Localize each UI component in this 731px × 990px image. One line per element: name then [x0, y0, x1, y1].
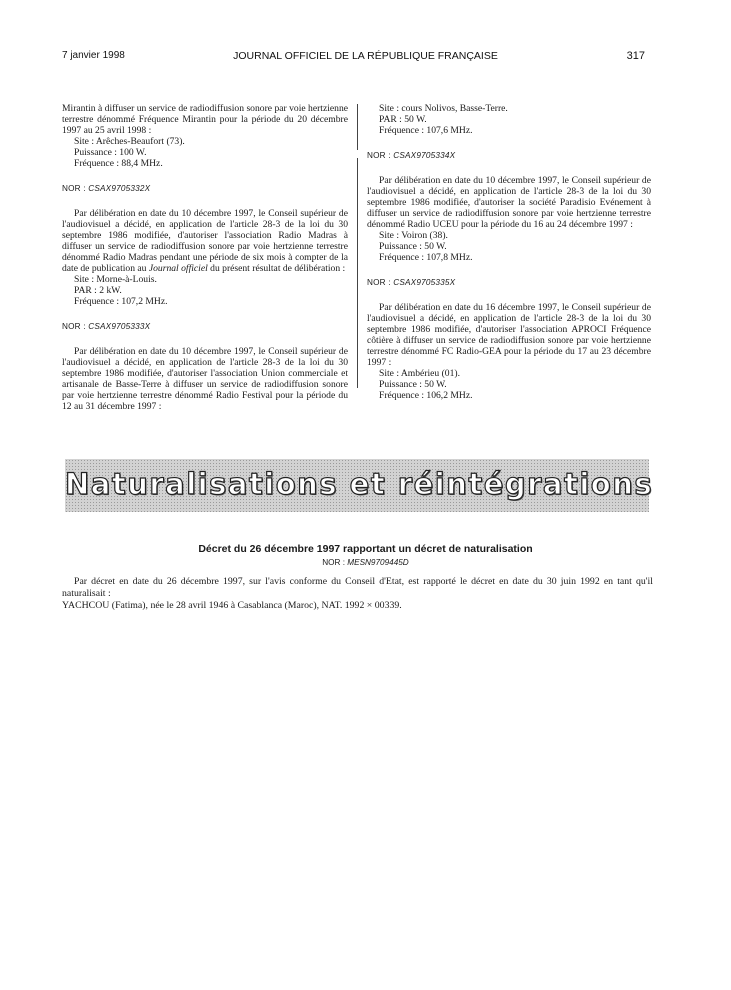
right-column [367, 103, 651, 401]
frequency-line: Fréquence : 107,8 MHz. [379, 252, 473, 263]
nor-code: CSAX9705333X [88, 322, 151, 331]
header-date: 7 janvier 1998 [62, 50, 125, 61]
left-intro-paragraph: Mirantin à diffuser un service de radiodiffusion sonore par voie hertzienne terrestre dénommé Fréquence Mirantin pour la période du 20 décembre 1997 au 25 avril 1998 : [62, 103, 348, 136]
deliberation-text-end: du présent résultat de délibération : [207, 263, 346, 274]
decree-paragraph: Par décret en date du 26 décembre 1997, sur l'avis conforme du Conseil d'Etat, est rapporté le décret en date du 30 juin 1992 en tant qu'il naturalisait : [62, 576, 653, 599]
section-banner [65, 459, 654, 512]
left-intro-line-2: Puissance : 100 W. [74, 147, 147, 158]
nor-label: NOR : [322, 558, 345, 567]
nor-label: NOR : [367, 278, 391, 287]
journal-title: JOURNAL OFFICIEL DE LA RÉPUBLIQUE FRANÇAISE [233, 50, 498, 62]
nor-code: CSAX9705335X [393, 278, 456, 287]
right-intro-line-1: Site : cours Nolivos, Basse-Terre. [379, 103, 508, 114]
deliberation-paragraph [62, 208, 348, 274]
nor-label: NOR : [62, 184, 86, 193]
naturalized-person: YACHCOU (Fatima), née le 28 avril 1946 à Casablanca (Maroc), NAT. 1992 × 00339. [62, 600, 402, 611]
decree-body [62, 576, 653, 612]
column-divider [357, 104, 358, 150]
nor-reference [62, 183, 348, 194]
left-column [62, 103, 348, 412]
deliberation-paragraph: Par délibération en date du 10 décembre 1997, le Conseil supérieur de l'audiovisuel a décidé, en application de l'article 28-3 de la loi du 30 septembre 1986 modifiée, d'autoriser l'association Union commerciale et artisanale de Basse-Terre à diffuser un service de radiodiffusion sonore par voie hertzienne terrestre dénommé Radio Festival pour la période du 12 au 31 décembre 1997 : [62, 346, 348, 412]
right-intro-line-2: PAR : 50 W. [379, 114, 427, 125]
page-number: 317 [626, 50, 645, 62]
decree-title: Décret du 26 décembre 1997 rapportant un décret de naturalisation [198, 543, 533, 555]
site-line: Site : Morne-à-Louis. [74, 274, 157, 285]
par-line: PAR : 2 kW. [74, 285, 122, 296]
deliberation-paragraph: Par délibération en date du 10 décembre 1997, le Conseil supérieur de l'audiovisuel a décidé, en application de l'article 28-3 de la loi du 30 septembre 1986 modifiée, d'autoriser la société Paradisio Evénement à diffuser un service de radiodiffusion sonore par voie hertzienne terrestre dénommé Radio UCEU pour la période du 16 au 24 décembre 1997 : [367, 175, 651, 230]
nor-reference [367, 150, 651, 161]
deliberation-paragraph: Par délibération en date du 16 décembre 1997, le Conseil supérieur de l'audiovisuel a décidé, en application de l'article 28-3 de la loi du 30 septembre 1986 modifiée, d'autoriser l'association APROCI Fréquence côtière à diffuser un service de radiodiffusion sonore par voie hertzienne terrestre dénommé FC Radio-GEA pour la période du 17 au 23 décembre 1997 : [367, 302, 651, 368]
nor-label: NOR : [367, 151, 391, 160]
frequency-line: Fréquence : 106,2 MHz. [379, 390, 473, 401]
journal-officiel-italic: Journal officiel [148, 263, 208, 274]
right-intro-line-3: Fréquence : 107,6 MHz. [379, 125, 473, 136]
nor-label: NOR : [62, 322, 86, 331]
deliberation-text: Par délibération en date du 10 décembre 1997, le Conseil supérieur de l'audiovisuel a décidé, en application de l'article 28-3 de la loi du 30 septembre 1986 modifiée, d'autoriser l'association Radio Madras à diffuser un service de radiodiffusion sonore par voie hertzienne terrestre dénommé Radio Madras pendant une période de six mois à compter de la date de publication au [62, 208, 348, 274]
power-line: Puissance : 50 W. [379, 379, 447, 390]
nor-code: MESN9709445D [347, 558, 409, 567]
section-title: Naturalisations et réintégrations [65, 467, 654, 501]
column-divider [357, 158, 358, 388]
decree-nor-reference [0, 558, 731, 567]
left-intro-line-3: Fréquence : 88,4 MHz. [74, 158, 163, 169]
site-line: Site : Ambérieu (01). [379, 368, 460, 379]
nor-code: CSAX9705334X [393, 151, 456, 160]
power-line: Puissance : 50 W. [379, 241, 447, 252]
left-intro-line-1: Site : Arêches-Beaufort (73). [74, 136, 185, 147]
nor-reference [62, 321, 348, 332]
frequency-line: Fréquence : 107,2 MHz. [74, 296, 168, 307]
nor-code: CSAX9705332X [88, 184, 151, 193]
site-line: Site : Voiron (38). [379, 230, 448, 241]
nor-reference [367, 277, 651, 288]
